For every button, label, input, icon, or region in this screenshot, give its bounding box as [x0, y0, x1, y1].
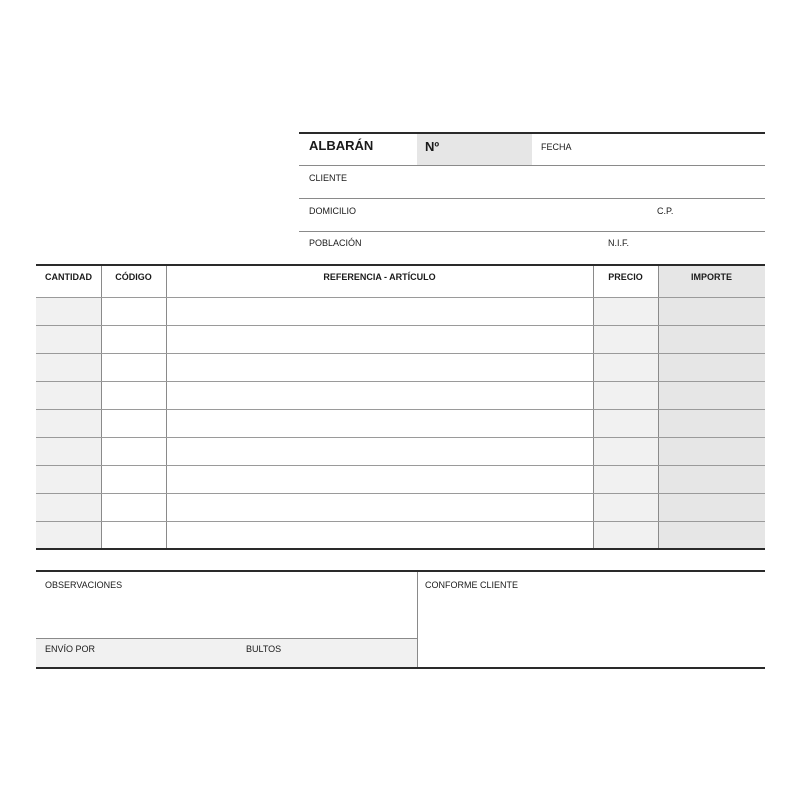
column-header-price: PRECIO: [593, 266, 658, 298]
postal-code-label: C.P.: [657, 206, 674, 216]
shipping-row[interactable]: [36, 638, 417, 668]
column-header-amount: IMPORTE: [658, 266, 765, 298]
footer-block: [36, 570, 765, 670]
footer-bottom-rule: [36, 667, 765, 669]
column-header-reference: REFERENCIA - ARTÍCULO: [166, 266, 593, 298]
header-rule-1: [299, 165, 765, 166]
header-rule-3: [299, 231, 765, 232]
table-row-line: [36, 381, 765, 382]
number-field[interactable]: [417, 134, 532, 166]
address-label: DOMICILIO: [309, 206, 357, 216]
column-divider: [166, 266, 167, 548]
header-top-rule: [299, 132, 765, 134]
table-row-line: [36, 353, 765, 354]
client-label: CLIENTE: [309, 173, 348, 183]
column-amount[interactable]: [658, 266, 765, 548]
shipping-label: ENVÍO POR: [45, 644, 96, 654]
footer-divider: [417, 572, 418, 667]
packages-label: BULTOS: [246, 644, 282, 654]
column-header-quantity: CANTIDAD: [36, 266, 101, 298]
table-row-line: [36, 493, 765, 494]
observations-label: OBSERVACIONES: [45, 580, 123, 590]
client-approval-label: CONFORME CLIENTE: [425, 580, 519, 590]
tax-id-label: N.I.F.: [608, 238, 630, 248]
table-row-line: [36, 521, 765, 522]
column-price[interactable]: [593, 266, 658, 548]
column-divider: [593, 266, 594, 548]
column-divider: [658, 266, 659, 548]
number-label: Nº: [425, 139, 440, 154]
header-block: [299, 132, 765, 264]
city-label: POBLACIÓN: [309, 238, 362, 248]
footer-top-rule: [36, 570, 765, 572]
header-rule-2: [299, 198, 765, 199]
items-table: [36, 264, 765, 550]
column-quantity[interactable]: [36, 266, 101, 548]
table-row-line: [36, 437, 765, 438]
column-header-code: CÓDIGO: [101, 266, 166, 298]
column-code[interactable]: [101, 266, 166, 548]
table-bottom-rule: [36, 548, 765, 550]
table-row-line: [36, 409, 765, 410]
column-reference[interactable]: [166, 266, 593, 548]
document-title: ALBARÁN: [309, 138, 374, 153]
table-row-line: [36, 297, 765, 298]
date-label: FECHA: [541, 142, 572, 152]
table-row-line: [36, 325, 765, 326]
table-row-line: [36, 465, 765, 466]
column-divider: [101, 266, 102, 548]
